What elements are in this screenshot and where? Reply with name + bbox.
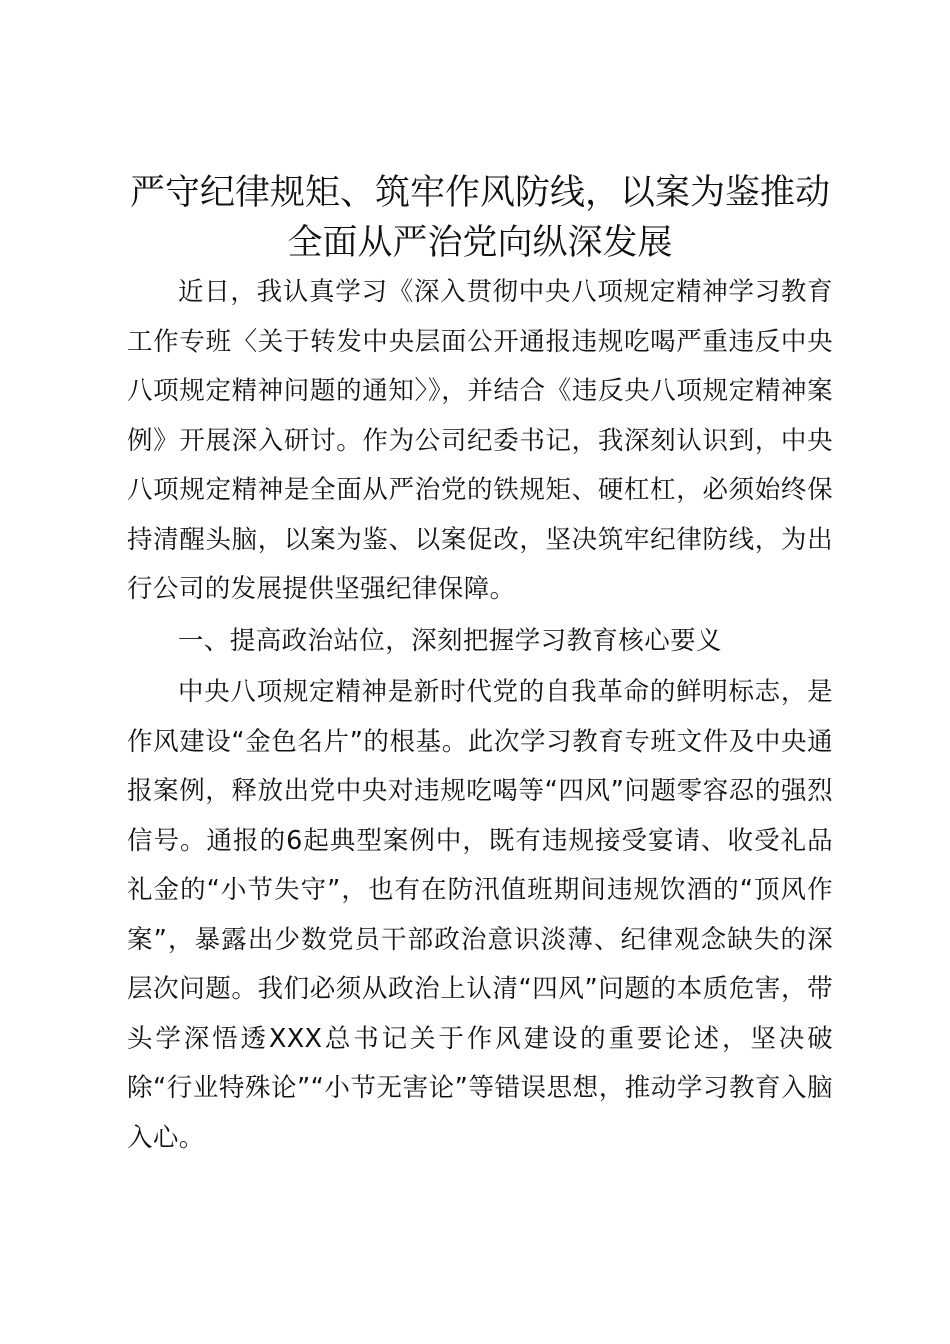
section-heading: 一、提高政治站位，深刻把握学习教育核心要义 — [178, 625, 722, 656]
intro-paragraph: 近日，我认真学习《深入贯彻中央八项规定精神学习教育工作专班〈关于转发中央层面公开通报违规吃喝严重违反中央八项规定精神问题的通知〉》，并结合《违反央八项规定精神案例》开展深入研讨。作为公司纪委书记，我深刻认识到，中央八项规定精神是全面从严治党的铁规矩、硬杠杠，必须始终保持清醒头脑，以案为鉴、以案促改，坚决筑牢纪律防线，为出行公司的发展提供坚强纪律保障。 — [127, 277, 833, 604]
document-body — [127, 168, 833, 1163]
title-line-1: 严守纪律规矩、筑牢作风防线，以案为鉴推动 — [129, 173, 830, 213]
document-title — [127, 168, 833, 268]
body-paragraph: 中央八项规定精神是新时代党的自我革命的鲜明标志，是作风建设“金色名片”的根基。此次学习教育专班文件及中央通报案例，释放出党中央对违规吃喝等“四风”问题零容忍的强烈信号。通报的6起典型案例中，既有违规接受宴请、收受礼品礼金的“小节失守”，也有在防汛值班期间违规饮酒的“顶风作案”，暴露出少数党员干部政治意识淡薄、纪律观念缺失的深层次问题。我们必须从政治上认清“四风”问题的本质危害，带头学深悟透XXX总书记关于作风建设的重要论述，坚决破除“行业特殊论”“小节无害论”等错误思想，推动学习教育入脑入心。 — [127, 677, 833, 1153]
title-line-2: 全面从严治党向纵深发展 — [287, 223, 673, 263]
